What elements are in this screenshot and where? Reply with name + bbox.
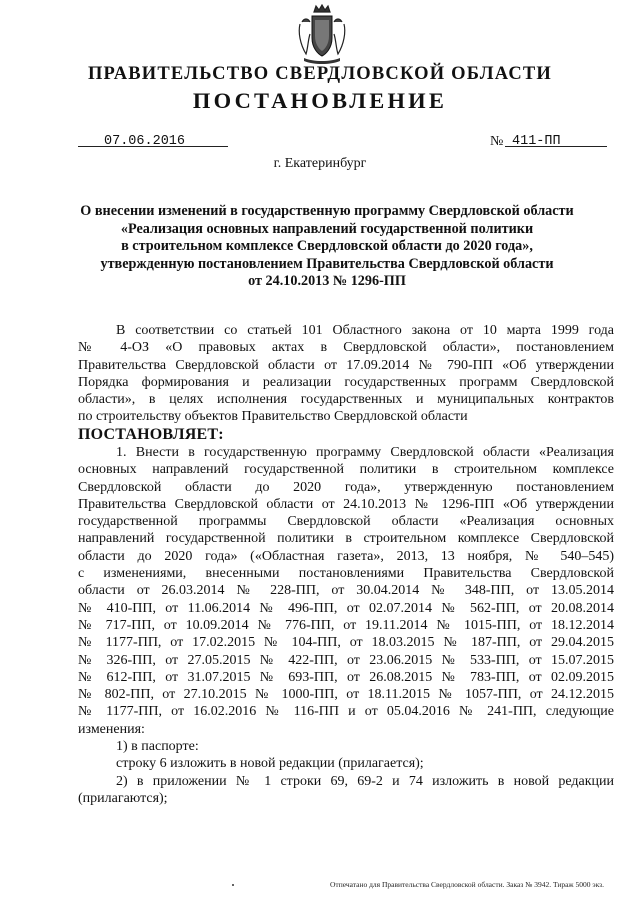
number-sign: № (490, 134, 504, 149)
body-line: основных направлений государственной политики в строительном комплексе (78, 462, 614, 478)
preamble-line: области», в целях исполнения государственных и муниципальных контрактов (78, 392, 614, 408)
preamble-line: Правительства Свердловской области от 17.09.2014 № 790-ПП «Об утверждении (78, 357, 614, 373)
document-title (60, 203, 594, 291)
title-line: от 24.10.2013 № 1296-ПП (248, 273, 406, 290)
title-line: в строительном комплексе Свердловской области до 2020 года», (121, 238, 533, 255)
print-footer: Отпечатано для Правительства Свердловской области. Заказ № 3942. Тираж 5000 экз. (330, 880, 604, 889)
body-line: изменения: (78, 721, 145, 737)
body-line: 2) в приложении № 1 строки 69, 69-2 и 74 изложить в новой редакции (116, 773, 614, 789)
body-line: (прилагаются); (78, 790, 168, 806)
body-line: строку 6 изложить в новой редакции (прилагается); (116, 756, 424, 772)
body-line: № 717-ПП, от 10.09.2014 № 776-ПП, от 19.11.2014 № 1015-ПП, от 18.12.2014 (78, 617, 614, 633)
body-line: № 612-ПП, от 31.07.2015 № 693-ПП, от 26.08.2015 № 783-ПП, от 02.09.2015 (78, 669, 614, 685)
document-type: ПОСТАНОВЛЕНИЕ (192, 88, 448, 113)
body-line: № 1177-ПП, от 17.02.2015 № 104-ПП, от 18.03.2015 № 187-ПП, от 29.04.2015 (78, 635, 614, 651)
preamble (78, 322, 614, 443)
body-line: 1. Внести в государственную программу Свердловской области «Реализация (116, 445, 614, 460)
body-line: Правительства Свердловской области от 24.10.2013 № 1296-ПП «Об утверждении (78, 496, 614, 512)
preamble-line: № 4-ОЗ «О правовых актах в Свердловской области», постановлением (78, 340, 614, 356)
preamble-line: В соответствии со статьей 101 Областного закона от 10 марта 1999 года (116, 323, 614, 338)
coat-of-arms-icon (296, 4, 348, 66)
body-line: Свердловской области до 2020 года», утвержденную постановлением (78, 479, 614, 495)
document-date: 07.06.2016 (104, 134, 186, 149)
city: г. Екатеринбург (273, 156, 367, 171)
body-line: № 802-ПП, от 27.10.2015 № 1000-ПП, от 18.11.2015 № 1057-ПП, от 24.12.2015 (78, 687, 614, 703)
preamble-line: по строительству объектов Правительство Свердловской области (78, 409, 468, 425)
scan-speck (232, 884, 234, 886)
document-number: 411-ПП (512, 134, 561, 149)
body-line: № 326-ПП, от 27.05.2015 № 422-ПП, от 23.06.2015 № 533-ПП, от 15.07.2015 (78, 652, 614, 668)
body-line: № 1177-ПП, от 16.02.2016 № 116-ПП и от 05.04.2016 № 241-ПП, следующие (78, 704, 614, 720)
body-line: 1) в паспорте: (116, 739, 199, 755)
preamble-line: Порядка формирования и реализации государственных программ Свердловской (78, 374, 614, 390)
title-line: утвержденную постановлением Правительства Свердловской области (100, 255, 554, 272)
body-line: государственной программы Свердловской области «Реализация основных (78, 514, 614, 530)
decree-word: ПОСТАНОВЛЯЕТ: (78, 425, 224, 443)
organization-name: ПРАВИТЕЛЬСТВО СВЕРДЛОВСКОЙ ОБЛАСТИ (87, 64, 553, 84)
body-line: области от 26.03.2014 № 228-ПП, от 30.04.2014 № 348-ПП, от 13.05.2014 (78, 583, 614, 599)
body-line: № 410-ПП, от 11.06.2014 № 496-ПП, от 02.07.2014 № 562-ПП, от 20.08.2014 (78, 600, 614, 616)
body-line: направлений государственной политики в строительном комплексе Свердловской (78, 531, 614, 547)
body-line: с изменениями, внесенными постановлениями Правительства Свердловской (78, 566, 614, 582)
title-line: «Реализация основных направлений государственной политики (120, 220, 534, 237)
body-line: области до 2020 года» («Областная газета», 2013, 13 ноября, № 540–545) (78, 548, 614, 564)
title-line: О внесении изменений в государственную программу Свердловской области (80, 203, 574, 219)
decree-body (78, 444, 614, 807)
